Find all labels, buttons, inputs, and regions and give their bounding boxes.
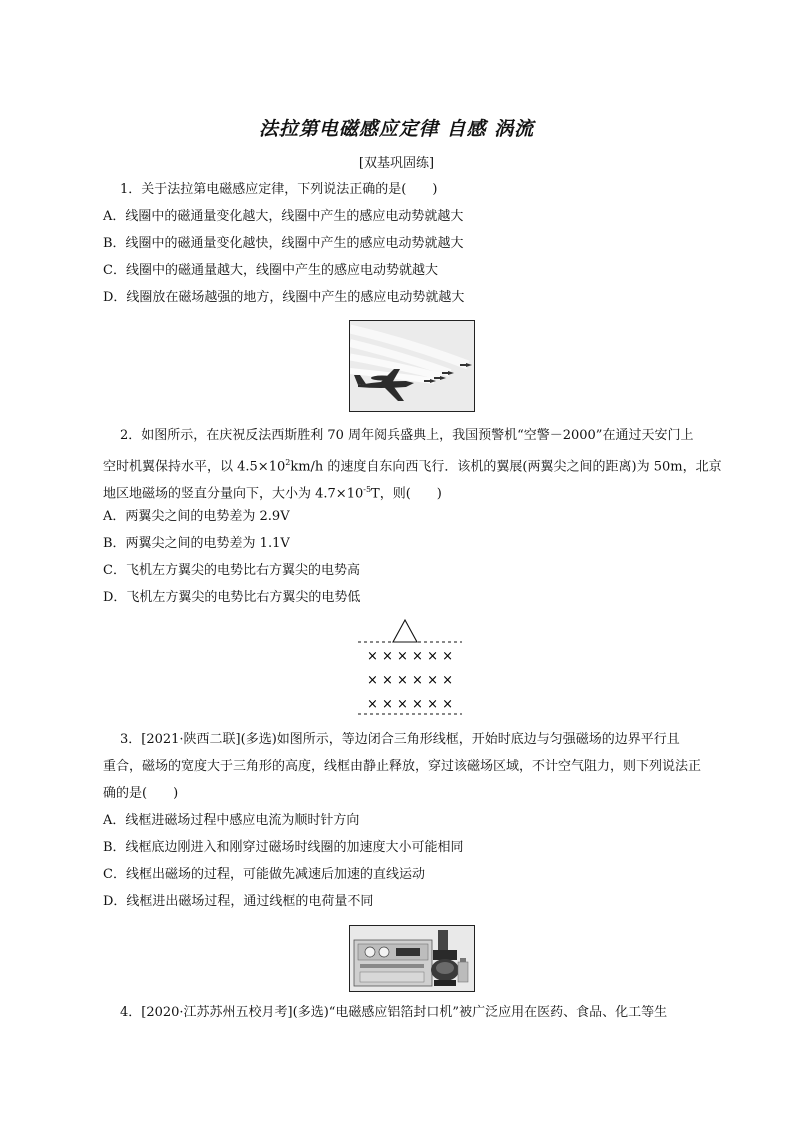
- q1-option-b: B．线圈中的磁通量变化越快，线圈中产生的感应电动势就越大: [103, 236, 464, 251]
- q3-option-b: B．线框底边刚进入和刚穿过磁场时线圈的加速度大小可能相同: [103, 840, 464, 855]
- page-title: 法拉第电磁感应定律 自感 涡流: [258, 118, 535, 140]
- field-row-1: × × × × × ×: [366, 649, 454, 664]
- q4-stem-line1: 4．[2020·江苏苏州五校月考](多选)“电磁感应铝箔封口机”被广泛应用在医药、食品、化工等生: [120, 1005, 668, 1020]
- q3-stem-line2: 重合，磁场的宽度大于三角形的高度，线框由静止释放，穿过该磁场区域，不计空气阻力，则下列说法正: [103, 759, 702, 774]
- triangle-frame: [393, 620, 417, 642]
- q1-option-c: C．线圈中的磁通量越大，线圈中产生的感应电动势就越大: [103, 263, 438, 278]
- q2-stem-line1: 2．如图所示，在庆祝反法西斯胜利 70 周年阅兵盛典上，我国预警机“空警－2000”在通过天安门上: [120, 428, 694, 443]
- q2-stem-line3: [103, 481, 442, 503]
- q2-stem-line2-text-a: 空时机翼保持水平，以 4.5×10: [103, 459, 286, 475]
- q2-option-a: A．两翼尖之间的电势差为 2.9V: [103, 509, 290, 524]
- q3-option-d: D．线框进出磁场过程，通过线框的电荷量不同: [103, 894, 374, 909]
- q3-option-a: A．线框进磁场过程中感应电流为顺时针方向: [103, 813, 360, 828]
- q1-option-d: D．线圈放在磁场越强的地方，线圈中产生的感应电动势就越大: [103, 290, 465, 305]
- sealing-machine-illustration: [350, 926, 474, 991]
- q2-stem-line3-text-b: T，则( ): [371, 486, 442, 502]
- q2-option-b: B．两翼尖之间的电势差为 1.1V: [103, 536, 290, 551]
- q2-option-c: C．飞机左方翼尖的电势比右方翼尖的电势高: [103, 563, 360, 578]
- q1-stem: 1．关于法拉第电磁感应定律，下列说法正确的是( ): [120, 182, 438, 197]
- q2-speed-exponent: 2: [285, 458, 291, 467]
- section-subtitle: [双基巩固练]: [358, 156, 435, 171]
- q2-option-d: D．飞机左方翼尖的电势比右方翼尖的电势低: [103, 590, 361, 605]
- airplane-illustration: [350, 321, 474, 411]
- field-row-3: × × × × × ×: [366, 697, 454, 712]
- field-row-2: × × × × × ×: [366, 673, 454, 688]
- q2-stem-line3-text-a: 地区地磁场的竖直分量向下，大小为 4.7×10: [103, 486, 364, 502]
- q2-field-exponent: -5: [363, 485, 372, 494]
- sealing-machine-photo: [349, 925, 475, 992]
- q3-option-c: C．线框出磁场的过程，可能做先减速后加速的直线运动: [103, 867, 425, 882]
- q3-stem-line1: 3．[2021·陕西二联](多选)如图所示，等边闭合三角形线框，开始时底边与匀强磁场的边界平行且: [120, 732, 680, 747]
- q2-stem-line2: [103, 454, 722, 476]
- q1-option-a: A．线圈中的磁通量变化越大，线圈中产生的感应电动势就越大: [103, 209, 464, 224]
- triangle-field-diagram: [354, 616, 466, 718]
- q3-stem-line3: 确的是( ): [103, 786, 179, 801]
- q2-stem-line2-text-b: km/h 的速度自东向西飞行．该机的翼展(两翼尖之间的距离)为 50m，北京: [290, 459, 722, 475]
- airplane-photo: [349, 320, 475, 412]
